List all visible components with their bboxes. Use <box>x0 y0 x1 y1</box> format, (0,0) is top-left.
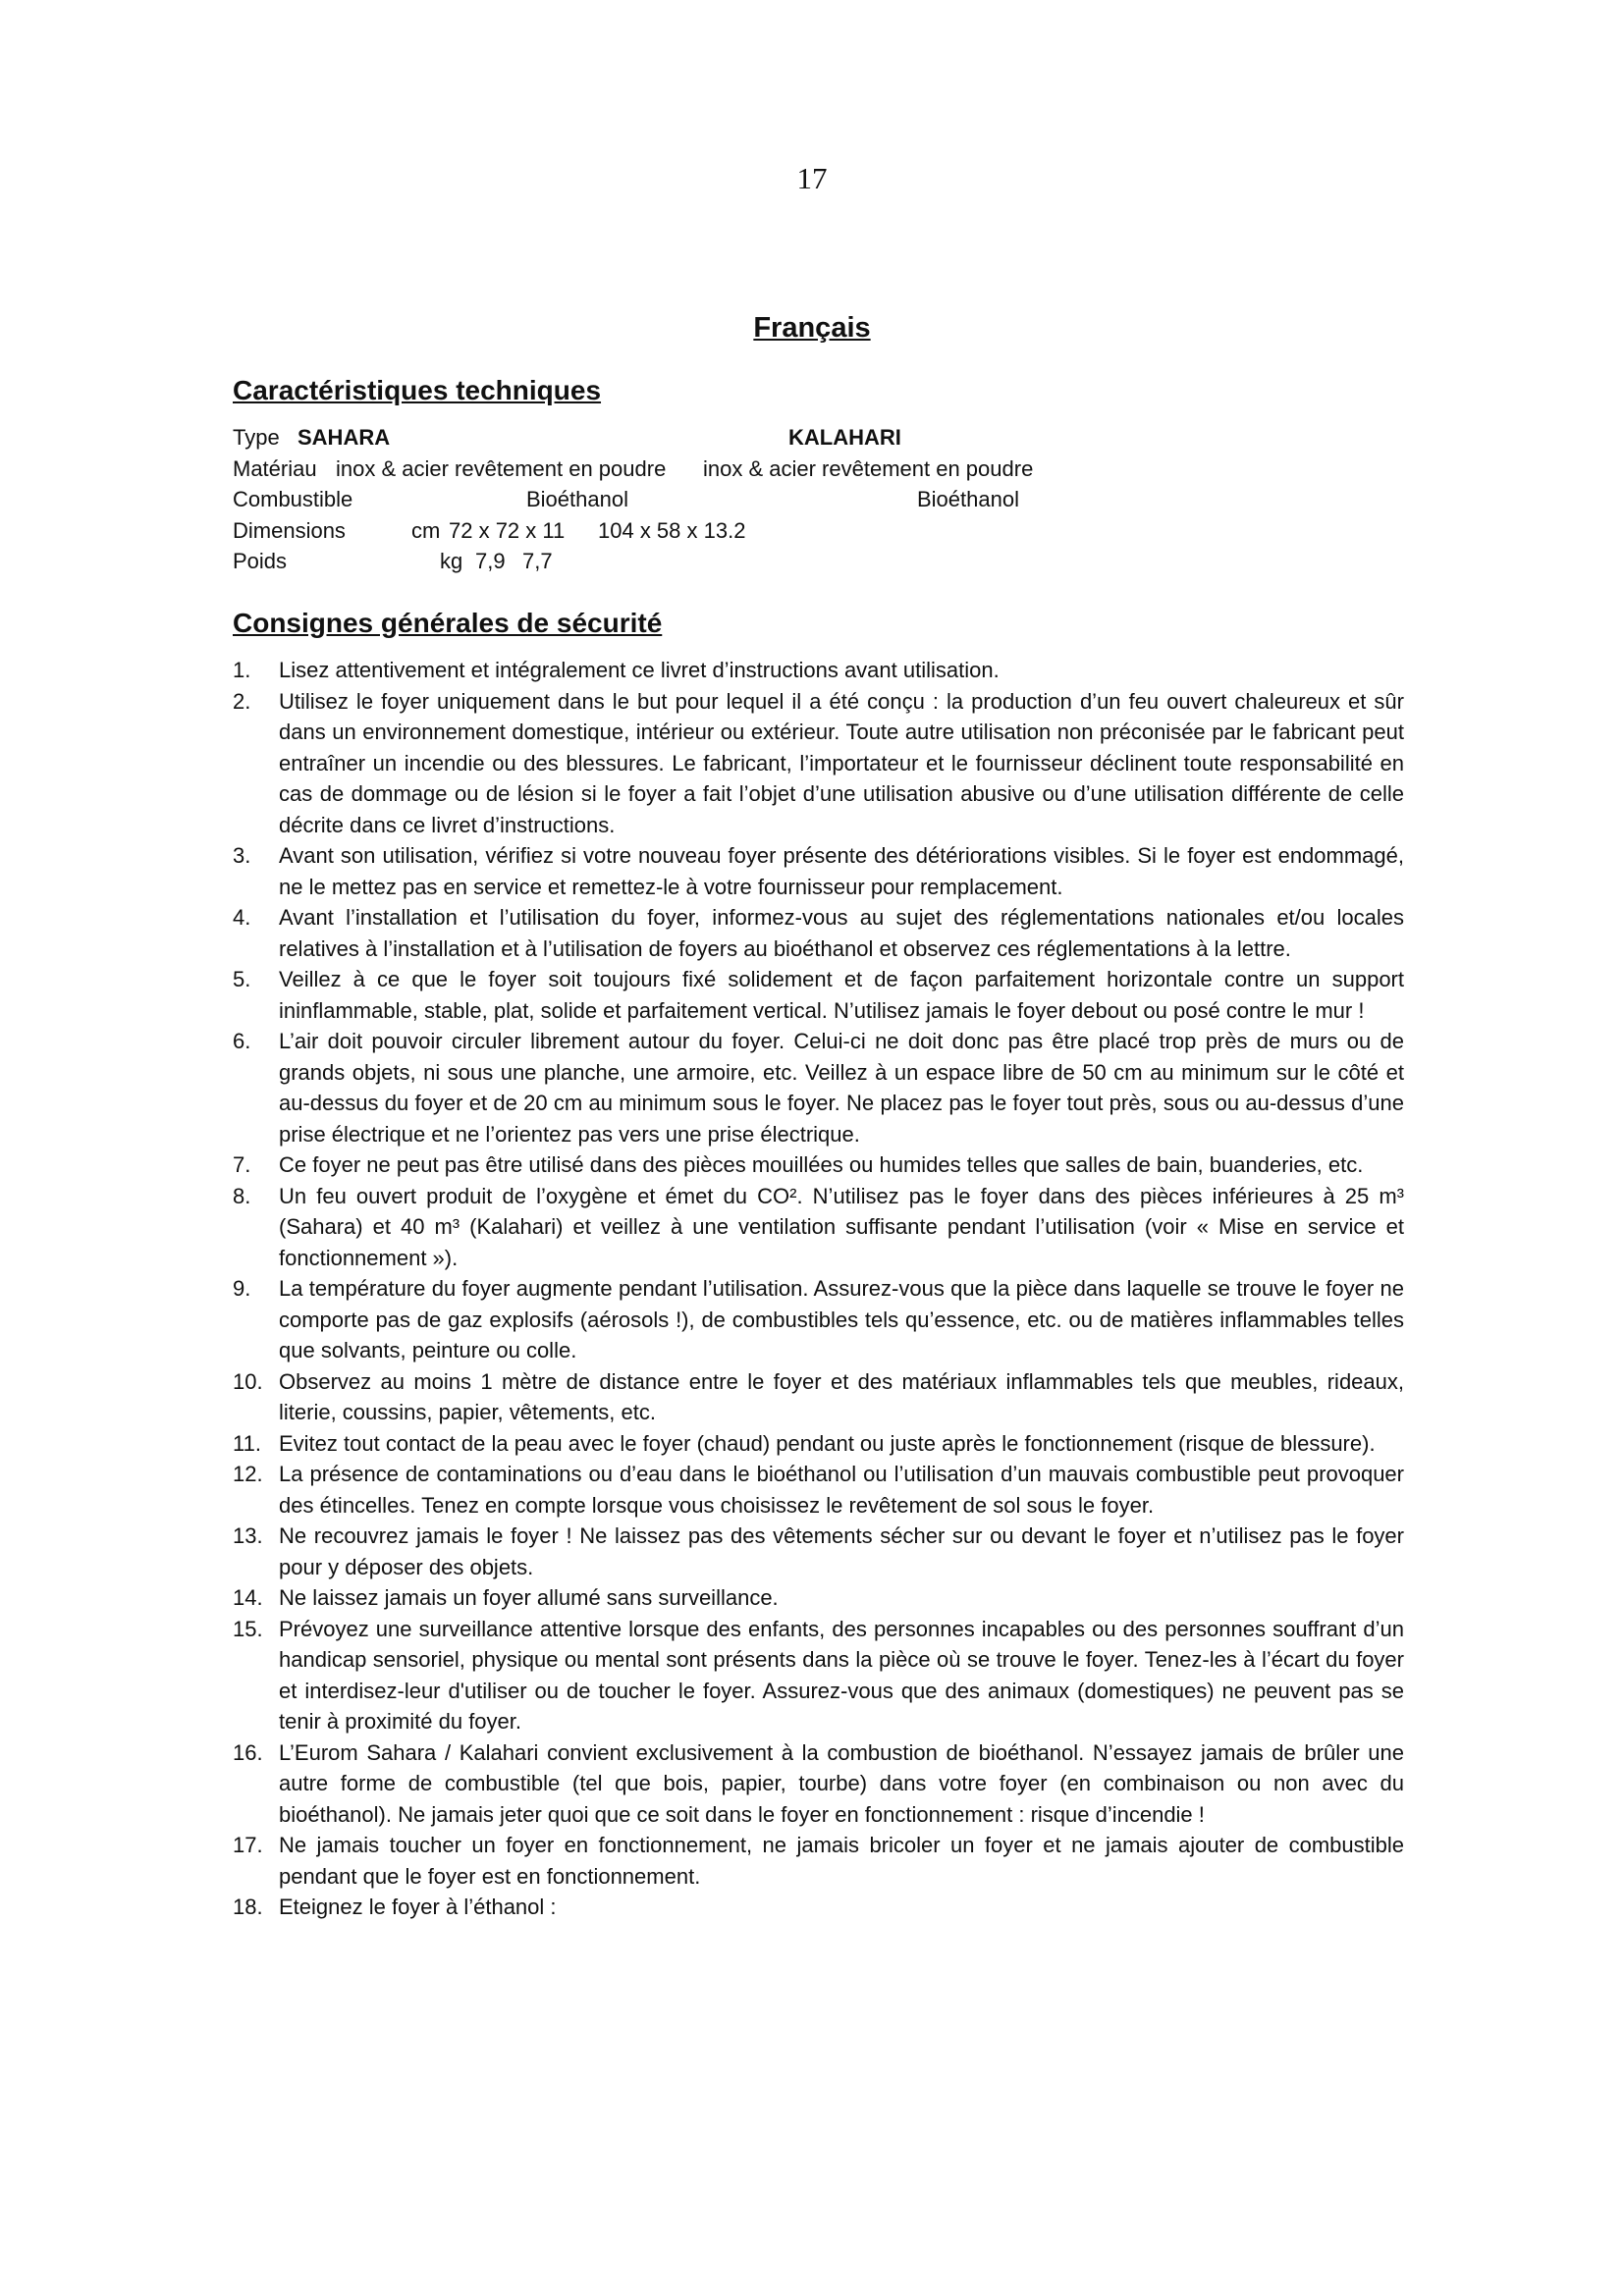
item-text: La température du foyer augmente pendant l’utilisation. Assurez-vous que la pièce dans laquelle se trouve le foyer ne comporte pas de gaz explosifs (aérosols !), de combustibles tels qu’essence, etc. ou de matières inflammables telles que solvants, peinture ou colle. <box>279 1276 1404 1362</box>
item-number: 16. <box>233 1739 263 1765</box>
spec-weight-sahara: 7,9 <box>475 549 506 573</box>
item-text: Avant son utilisation, vérifiez si votre nouveau foyer présente des détériorations visibles. Si le foyer est endommagé, ne le mettez pas en service et remettez-le à votre fournisseur pour remplacement. <box>279 843 1404 899</box>
spec-dimensions-sahara: 72 x 72 x 11 <box>449 517 566 543</box>
item-text: Evitez tout contact de la peau avec le foyer (chaud) pendant ou juste après le fonctionnement (risque de blessure). <box>279 1430 1376 1456</box>
spec-material-kalahari: inox & acier revêtement en poudre <box>703 455 1034 481</box>
item-text: Ne jamais toucher un foyer en fonctionnement, ne jamais bricoler un foyer et ne jamais ajouter de combustible pendant que le foyer est en fonctionnement. <box>279 1833 1404 1889</box>
item-number: 18. <box>233 1895 263 1919</box>
item-number: 4. <box>233 905 251 930</box>
safety-item-15 <box>233 1614 1404 1737</box>
safety-item-6 <box>233 1026 1404 1149</box>
item-text: Lisez attentivement et intégralement ce livret d’instructions avant utilisation. <box>279 658 1000 682</box>
safety-item-10 <box>233 1366 1404 1428</box>
item-number: 2. <box>233 688 251 714</box>
spec-label-weight: Poids <box>233 549 288 573</box>
spec-row-material <box>233 454 1411 485</box>
item-text: Ne laissez jamais un foyer allumé sans surveillance. <box>279 1585 779 1610</box>
item-number: 12. <box>233 1462 263 1486</box>
spec-dimensions-kalahari: 104 x 58 x 13.2 <box>598 517 746 543</box>
language-heading: Français <box>753 312 871 344</box>
safety-item-3 <box>233 840 1404 902</box>
safety-list <box>233 655 1404 1923</box>
item-number: 6. <box>233 1029 251 1053</box>
spec-row-fuel <box>233 484 1411 515</box>
spec-material-sahara: inox & acier revêtement en poudre <box>336 455 667 481</box>
spec-fuel-sahara: Bioéthanol <box>526 487 628 511</box>
item-number: 7. <box>233 1152 251 1177</box>
safety-item-2 <box>233 686 1404 841</box>
item-text: Avant l’installation et l’utilisation du foyer, informez-vous au sujet des réglementations nationales et/ou locales relatives à l’installation et à l’utilisation de foyers au bioéthanol et observez ces réglementations à la lettre. <box>279 905 1404 961</box>
item-number: 11. <box>233 1430 261 1456</box>
safety-item-7 <box>233 1149 1404 1181</box>
item-number: 3. <box>233 843 251 868</box>
item-text: Observez au moins 1 mètre de distance entre le foyer et des matériaux inflammables tels que meubles, rideaux, literie, coussins, papier, vêtements, etc. <box>279 1368 1404 1424</box>
safety-item-4 <box>233 902 1404 964</box>
spec-row-dimensions <box>233 515 1411 547</box>
safety-item-12 <box>233 1459 1404 1521</box>
specs-heading: Caractéristiques techniques <box>233 375 602 405</box>
safety-item-13 <box>233 1521 1404 1582</box>
item-number: 8. <box>233 1183 251 1208</box>
safety-item-14 <box>233 1582 1404 1614</box>
item-number: 13. <box>233 1523 263 1548</box>
item-number: 5. <box>233 967 251 991</box>
item-number: 14. <box>233 1585 263 1610</box>
spec-label-type: Type <box>233 425 280 450</box>
safety-item-16 <box>233 1737 1404 1831</box>
item-text: Ce foyer ne peut pas être utilisé dans des pièces mouillées ou humides telles que salles de bain, buanderies, etc. <box>279 1152 1364 1177</box>
safety-heading: Consignes générales de sécurité <box>233 608 663 638</box>
page-number: 17 <box>796 161 828 195</box>
item-text: Prévoyez une surveillance attentive lorsque des enfants, des personnes incapables ou des personnes souffrant d’un handicap sensoriel, physique ou mental sont présents dans la pièce où se trouve le foyer. Tenez-les à l’écart du foyer et interdisez-leur d'utiliser ou de toucher le foyer. Assurez-vous que des animaux (domestiques) ne peuvent pas se tenir à proximité du foyer. <box>279 1616 1404 1734</box>
spec-weight-unit: kg <box>440 549 463 573</box>
safety-item-18 <box>233 1892 1404 1923</box>
item-text: Veillez à ce que le foyer soit toujours fixé solidement et de façon parfaitement horizontale contre un support ininflammable, stable, plat, solide et parfaitement vertical. N’utilisez jamais le foyer debout ou posé contre le mur ! <box>279 967 1404 1023</box>
item-text: Ne recouvrez jamais le foyer ! Ne laissez pas des vêtements sécher sur ou devant le foyer et n’utilisez pas le foyer pour y déposer des objets. <box>279 1523 1404 1579</box>
safety-item-1 <box>233 655 1404 686</box>
item-number: 15. <box>233 1616 263 1641</box>
safety-item-5 <box>233 964 1404 1026</box>
item-text: Un feu ouvert produit de l’oxygène et émet du CO². N’utilisez pas le foyer dans des pièces inférieures à 25 m³ (Sahara) et 40 m³ (Kalahari) et veillez à une ventilation suffisante pendant l’utilisation (voir « Mise en service et fonctionnement »). <box>279 1183 1404 1270</box>
item-text: La présence de contaminations ou d’eau dans le bioéthanol ou l’utilisation d’un mauvais combustible peut provoquer des étincelles. Tenez en compte lorsque vous choisissez le revêtement de sol sous le foyer. <box>279 1462 1404 1518</box>
spec-row-weight <box>233 546 1411 577</box>
item-number: 9. <box>233 1276 251 1301</box>
spec-label-material: Matériau <box>233 455 317 481</box>
spec-type-sahara: SAHARA <box>298 425 391 450</box>
spec-label-dimensions: Dimensions <box>233 517 346 543</box>
item-number: 1. <box>233 658 251 682</box>
safety-item-11 <box>233 1428 1404 1460</box>
safety-item-9 <box>233 1273 1404 1366</box>
safety-item-8 <box>233 1181 1404 1274</box>
item-text: Utilisez le foyer uniquement dans le but pour lequel il a été conçu : la production d’un feu ouvert chaleureux et sûr dans un environnement domestique, intérieur ou extérieur. Toute autre utilisation non préconisée par le fabricant peut entraîner un incendie ou des blessures. Le fabricant, l’importateur et le fournisseur déclinent toute responsabilité en cas de dommage ou de lésion si le foyer a fait l’objet d’une utilisation abusive ou d’une utilisation différente de celle décrite dans ce livret d’instructions. <box>279 688 1404 837</box>
spec-row-type <box>233 422 1411 454</box>
item-text: Eteignez le foyer à l’éthanol : <box>279 1895 557 1919</box>
specs-table <box>233 422 1411 577</box>
spec-fuel-kalahari: Bioéthanol <box>917 487 1019 511</box>
spec-dimensions-unit: cm <box>411 517 441 543</box>
item-number: 10. <box>233 1368 263 1394</box>
spec-weight-kalahari: 7,7 <box>522 549 553 573</box>
spec-label-fuel: Combustible <box>233 487 353 511</box>
item-text: L’air doit pouvoir circuler librement autour du foyer. Celui-ci ne doit donc pas être placé trop près de murs ou de grands objets, ni sous une planche, une armoire, etc. Veillez à un espace libre de 50 cm au minimum sur le côté et au-dessus du foyer et de 20 cm au minimum sous le foyer. Ne placez pas le foyer tout près, sous ou au-dessus d’une prise électrique et ne l’orientez pas vers une prise électrique. <box>279 1029 1404 1147</box>
safety-item-17 <box>233 1830 1404 1892</box>
item-number: 17. <box>233 1833 263 1857</box>
item-text: L’Eurom Sahara / Kalahari convient exclusivement à la combustion de bioéthanol. N’essayez jamais de brûler une autre forme de combustible (tel que bois, papier, tourbe) dans votre foyer (en combinaison ou non avec du bioéthanol). Ne jamais jeter quoi que ce soit dans le foyer en fonctionnement : risque d’incendie ! <box>279 1739 1404 1827</box>
spec-type-kalahari: KALAHARI <box>788 425 901 450</box>
